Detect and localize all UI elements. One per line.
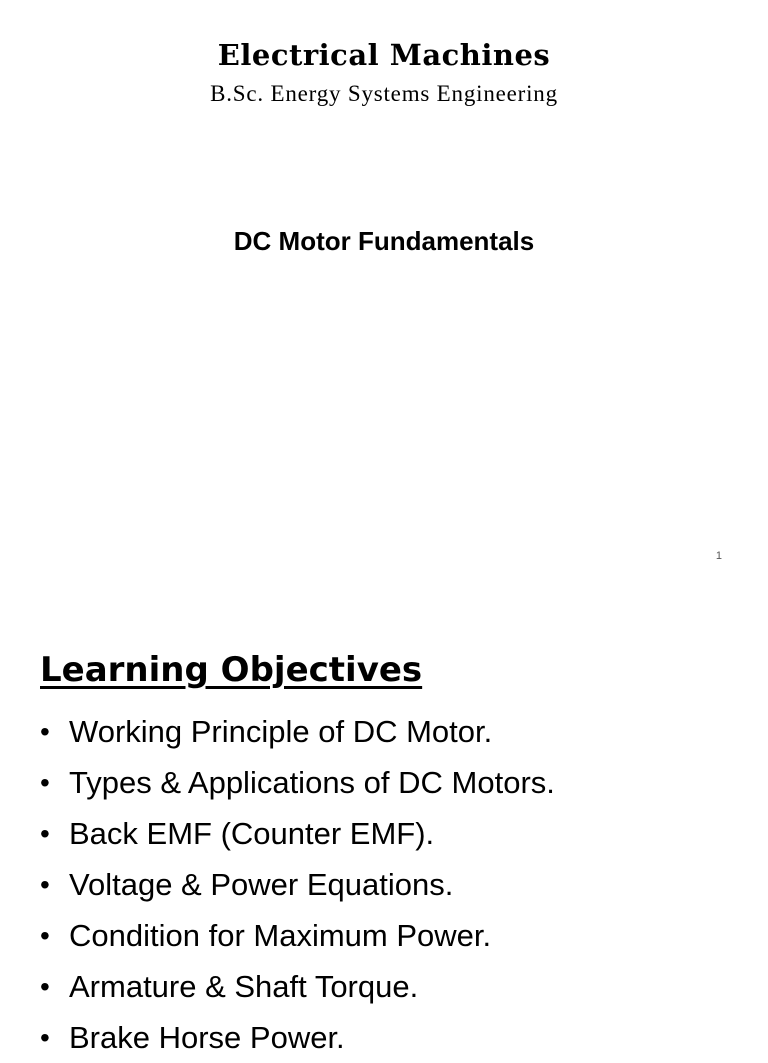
- bullet-icon: •: [40, 767, 50, 798]
- objective-text: Working Principle of DC Motor.: [69, 714, 493, 749]
- objective-text: Armature & Shaft Torque.: [69, 969, 419, 1004]
- objective-item: [40, 1012, 555, 1063]
- lecture-title: DC Motor Fundamentals: [233, 226, 535, 256]
- page-number: 1: [715, 550, 722, 562]
- bullet-icon: •: [40, 1022, 50, 1053]
- objectives-heading: Learning Objectives: [40, 650, 423, 690]
- bullet-icon: •: [40, 920, 50, 951]
- bullet-icon: •: [40, 869, 50, 900]
- objective-item: [40, 757, 555, 808]
- objectives-list: [40, 706, 555, 1063]
- objective-text: Voltage & Power Equations.: [69, 867, 454, 902]
- objective-item: [40, 910, 555, 961]
- course-title: Electrical Machines: [217, 38, 551, 72]
- objective-text: Back EMF (Counter EMF).: [69, 816, 435, 851]
- objective-item: [40, 808, 555, 859]
- objective-text: Brake Horse Power.: [69, 1020, 345, 1055]
- objective-item: [40, 961, 555, 1012]
- course-subtitle: B.Sc. Energy Systems Engineering: [210, 81, 558, 106]
- bullet-icon: •: [40, 716, 50, 747]
- objective-text: Types & Applications of DC Motors.: [69, 765, 555, 800]
- objective-item: [40, 706, 555, 757]
- objective-text: Condition for Maximum Power.: [69, 918, 492, 953]
- objective-item: [40, 859, 555, 910]
- bullet-icon: •: [40, 818, 50, 849]
- objectives-slide: [0, 600, 768, 1055]
- bullet-icon: •: [40, 971, 50, 1002]
